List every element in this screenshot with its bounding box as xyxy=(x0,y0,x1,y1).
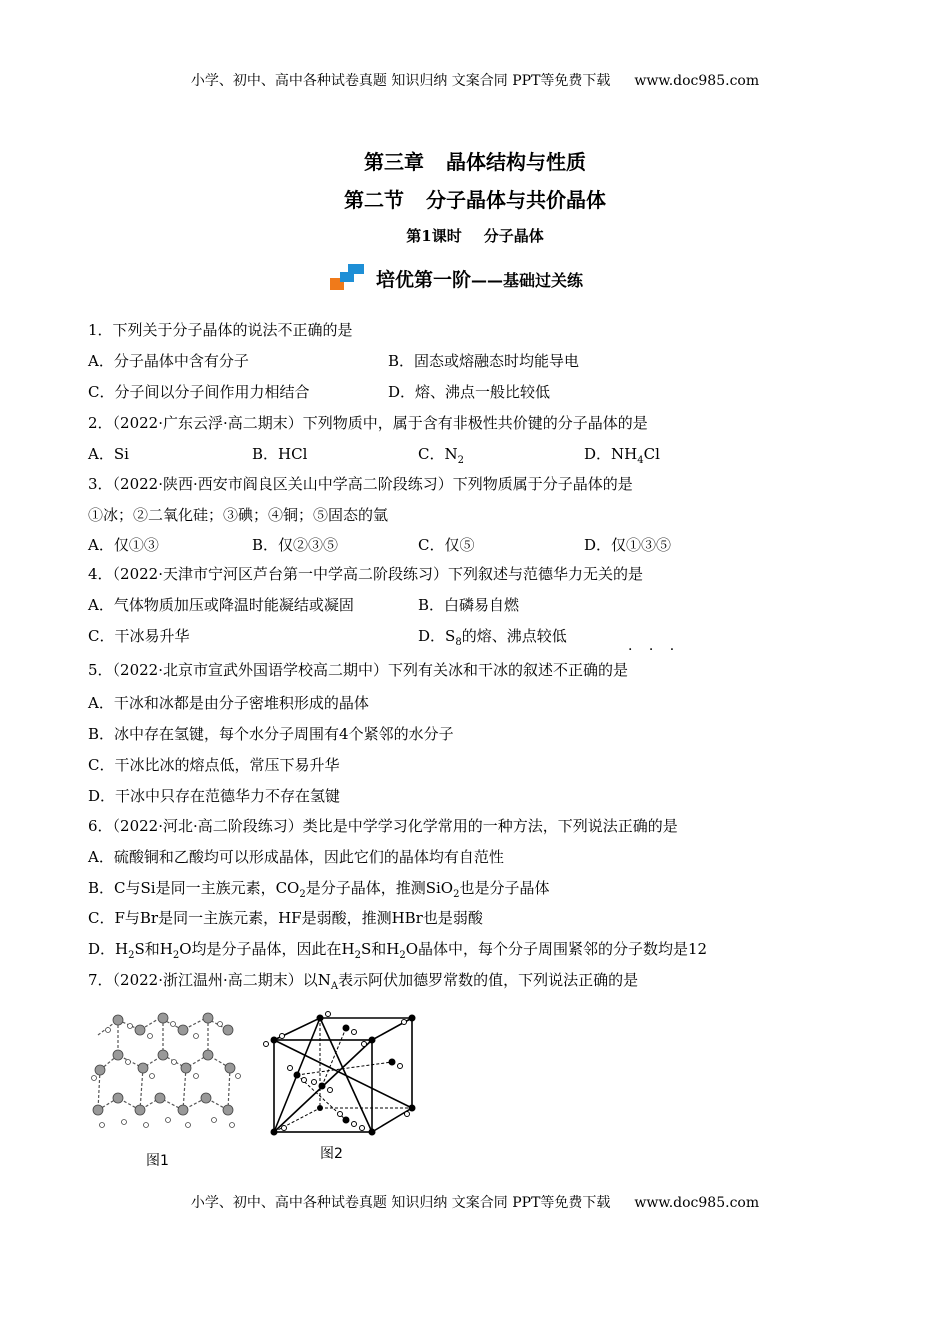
q4-option-b: B．白磷易自燃 xyxy=(418,596,520,614)
q5-option-c: C．干冰比冰的熔点低，常压下易升华 xyxy=(88,756,340,774)
q3-option-a: A．仅①③ xyxy=(88,536,159,554)
q1-option-c: C．分子间以分子间作用力相结合 xyxy=(88,383,310,401)
level-dash: —— xyxy=(471,270,504,290)
q6-option-d: D．$H_2S$和$H_2O$均是分子晶体，因此在$H_2S$和$H_2O$晶体中，每个分子周围紧邻的分子数均是12 xyxy=(88,940,708,961)
figure-2-caption: 图2 xyxy=(320,1146,343,1162)
q5-option-b: B．冰中存在氢键，每个水分子周围有4个紧邻的水分子 xyxy=(88,725,454,743)
chapter-title xyxy=(0,146,950,175)
q6-stem: 6．（2022·河北·高二阶段练习）类比是中学学习化学常用的一种方法，下列说法正确的是 xyxy=(88,817,678,835)
q3-option-b: B．仅②③⑤ xyxy=(252,536,339,554)
level-main: 培优第一阶 xyxy=(376,268,472,291)
footer-site: www.doc985.com xyxy=(634,1195,760,1211)
q4-option-c: C．干冰易升华 xyxy=(88,627,190,645)
lesson-name: 分子晶体 xyxy=(483,227,544,245)
q2-option-a: A．Si xyxy=(88,445,129,463)
q2-option-b: B．HCl xyxy=(252,445,308,463)
page-footer xyxy=(0,1192,950,1212)
q2-option-c: C．$N_2$ xyxy=(418,445,464,466)
q6-option-b: B．C与Si是同一主族元素，$CO_2$是分子晶体，推测SiO$_2$也是分子晶体 xyxy=(88,879,550,900)
q3-option-d: D．仅①③⑤ xyxy=(584,536,672,554)
section-title xyxy=(0,184,950,213)
q2-stem: 2．（2022·广东云浮·高二期末）下列物质中，属于含有非极性共价键的分子晶体的是 xyxy=(88,414,648,432)
q1-stem: 1．下列关于分子晶体的说法不正确的是 xyxy=(88,321,353,339)
q1-option-a: A．分子晶体中含有分子 xyxy=(88,352,249,370)
q3-option-c: C．仅⑤ xyxy=(418,536,475,554)
chapter-number: 第三章 xyxy=(364,150,424,174)
header-site: www.doc985.com xyxy=(634,73,760,89)
level-heading xyxy=(330,262,583,294)
lesson-title xyxy=(0,225,950,246)
q5-option-d: D．干冰中只存在范德华力不存在氢键 xyxy=(88,787,341,805)
q3-items: ①冰；②二氧化硅；③碘；④铜；⑤固态的氩 xyxy=(88,506,389,524)
stairs-icon xyxy=(330,262,370,294)
page-header xyxy=(0,70,950,90)
section-name: 分子晶体与共价晶体 xyxy=(426,188,606,212)
q1-option-d: D．熔、沸点一般比较低 xyxy=(388,383,551,401)
header-text: 小学、初中、高中各种试卷真题 知识归纳 文案合同 PPT等免费下载 xyxy=(190,73,611,89)
q3-stem: 3．（2022·陕西·西安市阎良区关山中学高二阶段练习）下列物质属于分子晶体的是 xyxy=(88,475,633,493)
q6-option-c: C．F与Br是同一主族元素，HF是弱酸，推测HBr也是弱酸 xyxy=(88,909,483,927)
q1-option-b: B．固态或熔融态时均能导电 xyxy=(388,352,580,370)
q2-option-d: D．$NH_4Cl$ xyxy=(584,445,660,466)
level-sub: 基础过关练 xyxy=(503,270,584,290)
emphasis-dots: · · · xyxy=(628,642,681,658)
figure-2-dry-ice-cell xyxy=(262,1010,422,1138)
q4-option-a: A．气体物质加压或降温时能凝结或凝固 xyxy=(88,596,354,614)
section-number: 第二节 xyxy=(344,188,404,212)
lesson-number: 第1课时 xyxy=(406,227,462,245)
q4-option-d: D．$S_8$的熔、沸点较低 xyxy=(418,627,567,648)
q5-option-a: A．干冰和冰都是由分子密堆积形成的晶体 xyxy=(88,694,369,712)
q7-stem: 7．（2022·浙江温州·高二期末）以$N_A$表示阿伏加德罗常数的值，下列说法正确的是 xyxy=(88,971,639,992)
chapter-name: 晶体结构与性质 xyxy=(446,150,586,174)
figure-1-caption: 图1 xyxy=(146,1153,169,1169)
figure-1-ice-structure xyxy=(88,1010,248,1140)
q4-stem: 4．（2022·天津市宁河区芦台第一中学高二阶段练习）下列叙述与范德华力无关的是 xyxy=(88,565,643,583)
footer-text: 小学、初中、高中各种试卷真题 知识归纳 文案合同 PPT等免费下载 xyxy=(190,1195,611,1211)
q6-option-a: A．硫酸铜和乙酸均可以形成晶体，因此它们的晶体均有自范性 xyxy=(88,848,504,866)
q5-stem: 5．（2022·北京市宣武外国语学校高二期中）下列有关冰和干冰的叙述不正确的是 xyxy=(88,661,628,679)
